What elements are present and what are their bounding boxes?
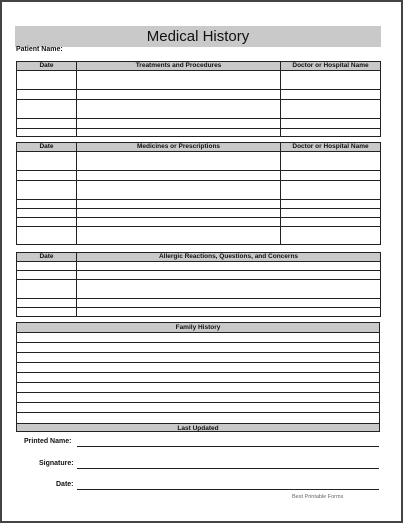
table-cell[interactable] xyxy=(281,100,381,119)
table-cell[interactable] xyxy=(17,71,77,90)
table-cell[interactable] xyxy=(17,119,77,129)
date-label: Date: xyxy=(56,481,74,488)
family-history-line[interactable] xyxy=(17,373,379,383)
family-history-section xyxy=(16,322,380,424)
family-history-header: Family History xyxy=(16,322,380,333)
table-cell[interactable] xyxy=(17,152,77,171)
printed-name-label: Printed Name: xyxy=(24,438,72,445)
table-cell[interactable] xyxy=(17,209,77,218)
printed-name-field[interactable] xyxy=(77,438,379,447)
table-cell[interactable] xyxy=(77,299,381,308)
table-cell[interactable] xyxy=(17,171,77,181)
table-cell[interactable] xyxy=(77,271,381,280)
treatments-table xyxy=(16,61,381,137)
table-cell[interactable] xyxy=(17,262,77,271)
allergies-table xyxy=(16,252,381,317)
table-cell[interactable] xyxy=(77,171,281,181)
table-cell[interactable] xyxy=(77,181,281,200)
table-cell[interactable] xyxy=(281,181,381,200)
medicines-date-header: Date xyxy=(17,143,77,152)
table-cell[interactable] xyxy=(77,200,281,209)
table-cell[interactable] xyxy=(281,227,381,245)
treatments-doctor-header: Doctor or Hospital Name xyxy=(281,62,381,71)
medicines-prescriptions-header: Medicines or Prescriptions xyxy=(77,143,281,152)
medicines-table xyxy=(16,142,381,245)
table-cell[interactable] xyxy=(281,209,381,218)
table-cell[interactable] xyxy=(77,90,281,100)
table-cell[interactable] xyxy=(77,262,381,271)
treatments-date-header: Date xyxy=(17,62,77,71)
table-cell[interactable] xyxy=(77,119,281,129)
table-cell[interactable] xyxy=(17,200,77,209)
family-history-line[interactable] xyxy=(17,353,379,363)
table-cell[interactable] xyxy=(17,129,77,137)
table-cell[interactable] xyxy=(77,100,281,119)
table-cell[interactable] xyxy=(281,218,381,227)
table-cell[interactable] xyxy=(77,218,281,227)
family-history-line[interactable] xyxy=(17,403,379,413)
table-cell[interactable] xyxy=(17,100,77,119)
table-cell[interactable] xyxy=(17,181,77,200)
family-history-line[interactable] xyxy=(17,333,379,343)
date-field[interactable] xyxy=(77,481,379,490)
table-cell[interactable] xyxy=(77,280,381,299)
family-history-line[interactable] xyxy=(17,413,379,423)
table-cell[interactable] xyxy=(77,227,281,245)
family-history-line[interactable] xyxy=(17,343,379,353)
table-cell[interactable] xyxy=(17,271,77,280)
table-cell[interactable] xyxy=(17,218,77,227)
form-title: Medical History xyxy=(15,26,381,47)
allergies-date-header: Date xyxy=(17,253,77,262)
table-cell[interactable] xyxy=(17,227,77,245)
table-cell[interactable] xyxy=(77,129,281,137)
table-cell[interactable] xyxy=(77,152,281,171)
table-cell[interactable] xyxy=(281,152,381,171)
signature-field[interactable] xyxy=(77,460,379,469)
footer-credit: Best Printable Forms xyxy=(292,494,344,500)
table-cell[interactable] xyxy=(281,119,381,129)
family-history-line[interactable] xyxy=(17,383,379,393)
table-cell[interactable] xyxy=(281,71,381,90)
last-updated-header: Last Updated xyxy=(16,423,380,432)
table-cell[interactable] xyxy=(77,209,281,218)
family-history-line[interactable] xyxy=(17,363,379,373)
medicines-doctor-header: Doctor or Hospital Name xyxy=(281,143,381,152)
table-cell[interactable] xyxy=(17,308,77,317)
allergies-concerns-header: Allergic Reactions, Questions, and Concerns xyxy=(77,253,381,262)
patient-name-label: Patient Name: xyxy=(16,46,63,53)
table-cell[interactable] xyxy=(77,71,281,90)
table-cell[interactable] xyxy=(281,129,381,137)
family-history-line[interactable] xyxy=(17,393,379,403)
treatments-procedures-header: Treatments and Procedures xyxy=(77,62,281,71)
table-cell[interactable] xyxy=(77,308,381,317)
table-cell[interactable] xyxy=(281,171,381,181)
table-cell[interactable] xyxy=(281,200,381,209)
signature-label: Signature: xyxy=(39,460,74,467)
family-history-lines xyxy=(16,333,380,424)
table-cell[interactable] xyxy=(17,90,77,100)
table-cell[interactable] xyxy=(281,90,381,100)
table-cell[interactable] xyxy=(17,299,77,308)
table-cell[interactable] xyxy=(17,280,77,299)
